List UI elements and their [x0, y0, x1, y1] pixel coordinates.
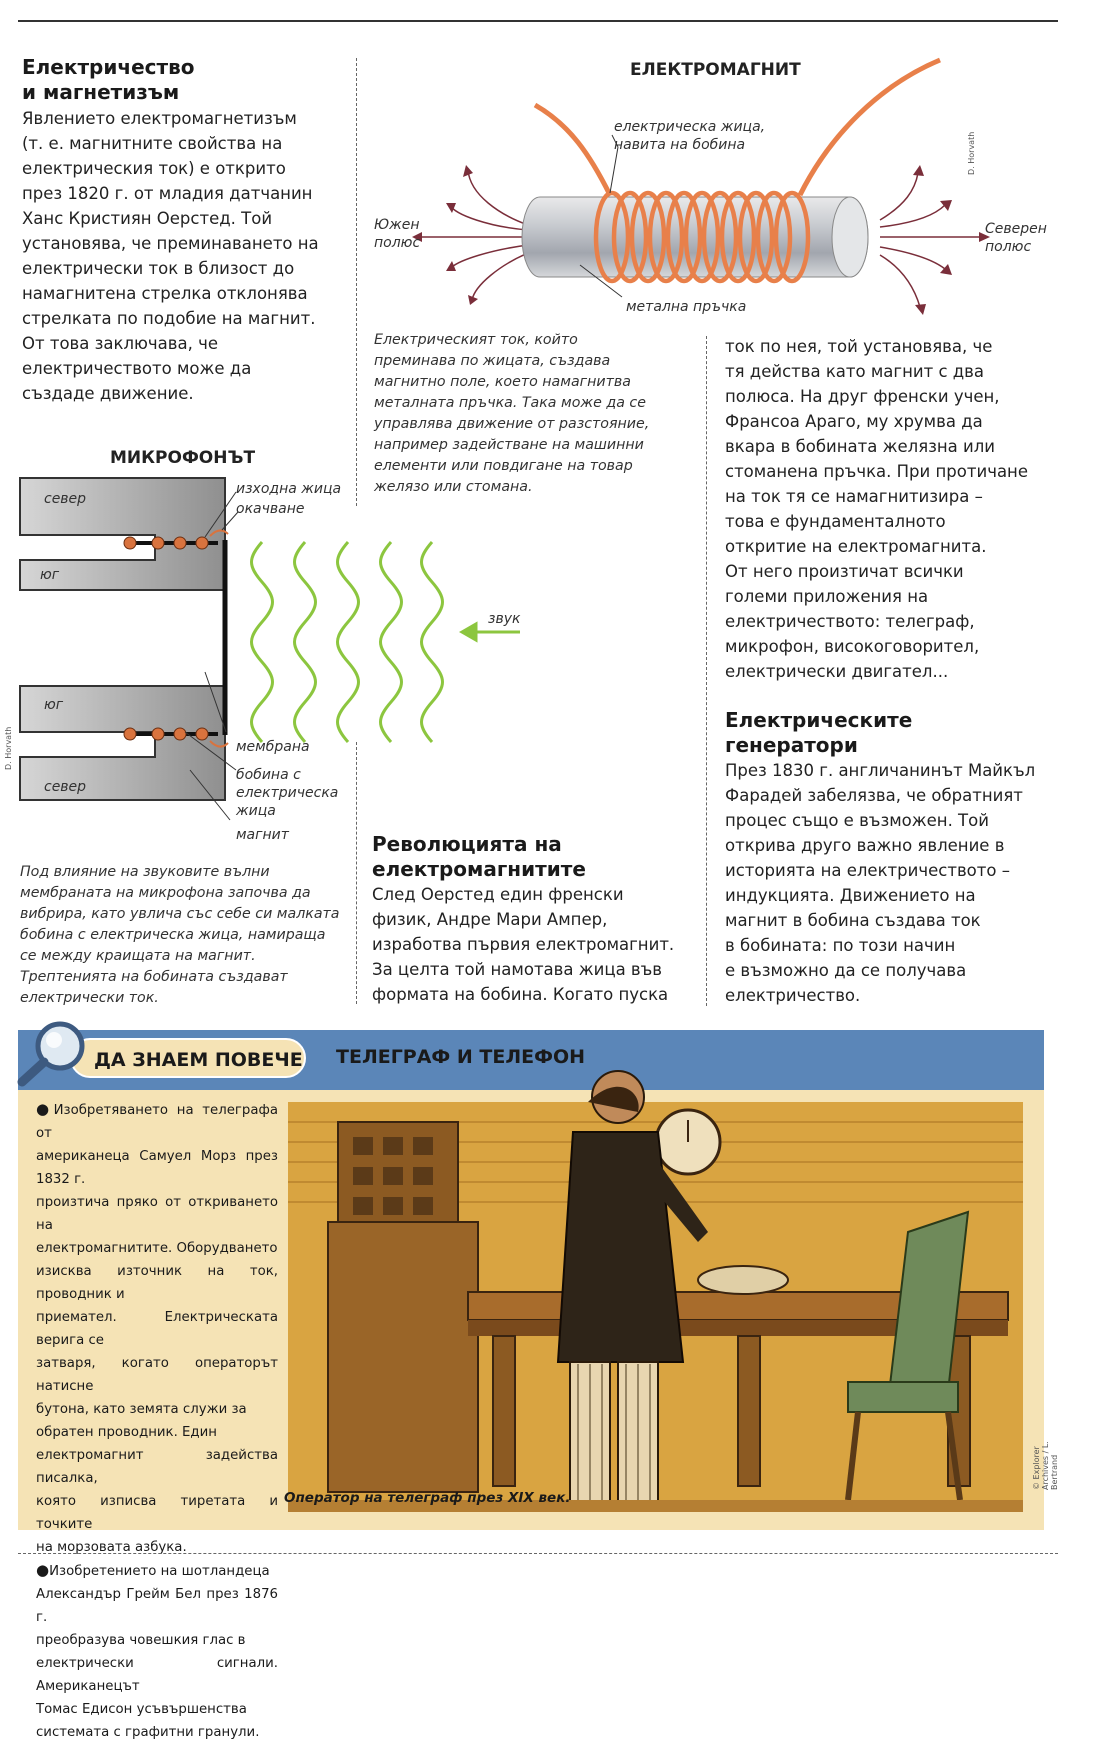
- arrowheads-north: [913, 165, 990, 315]
- section-revolution: [372, 832, 702, 1007]
- field-lines-south: [420, 170, 528, 300]
- magnifier-icon: [12, 1016, 92, 1090]
- paragraph-faraday: През 1830 г. англичанинът Майкъл Фарадей забелязва, че обратният процес също е възможен. Той открива друго важно явление в историята на електричеството – индукцията. Движението на магнит в бобина създава ток в бобината: по този начин е възможно да се получава електричество.: [725, 761, 1036, 1005]
- caption-electromagnet: Електрическият ток, който преминава по жицата, създава магнитно поле, което намагнитва металната пръчка. Така може да се управлява движение от разстояние, например задействане на машинни елементи или повдигане на товар желязо или стомана.: [374, 332, 650, 495]
- label-suspension: окачване: [236, 501, 305, 517]
- label-north-pole: Северен полюс: [985, 221, 1047, 255]
- label-north-bottom: север: [44, 779, 87, 795]
- label-north-top: север: [44, 491, 87, 507]
- column-divider: [356, 58, 357, 506]
- section-electricity-magnetism: [22, 55, 342, 406]
- paragraph-oersted: Явлението електромагнетизъм (т. е. магнитните свойства на електрическия ток) е открито през 1820 г. от младия датчанин Ханс Кристиян Оерстед. Той установява, че преминаването на електрически ток в близост до намагнитена стрелка отклонява стрелката по подобие на магнит. От това заключава, че електричеството може да създаде движение.: [22, 109, 319, 403]
- top-rule: [18, 20, 1058, 22]
- credit-microphone: D. Horvath: [4, 726, 13, 770]
- arrowheads-south: [412, 165, 478, 305]
- paragraph-ampere: След Оерстед един френски физик, Андре Мари Ампер, изработва първия електромагнит. За целта той намотава жица във формата на бобина. Когато пуска: [372, 885, 675, 1004]
- microphone-title: МИКРОФОНЪТ: [110, 448, 256, 468]
- box-paragraph-telegraph: ●Изобретяването на телеграфа от американеца Самуел Морз през 1832 г. произтича пряко от откриването на електромагнитите. Оборудването изисква източник на ток, проводник и приемател. Електрическата верига се затваря, когато операторът натисне бутона, като земята служи за обратен проводник. Един електромагнит задейства писалка, която изписва тиретата и точките на морзовата азбука.: [36, 1100, 278, 1555]
- credit-electromagnet: D. Horvath: [967, 131, 976, 175]
- telegraph-operator-illustration: [288, 1102, 1023, 1512]
- bottom-rule: [18, 1553, 1058, 1554]
- wire-lead-left: [535, 105, 610, 195]
- label-output-wire: изходна жица: [236, 481, 342, 497]
- electromagnet-title: ЕЛЕКТРОМАГНИТ: [630, 60, 801, 80]
- box-text: [36, 1098, 278, 1744]
- caption-microphone: Под влияние на звуковите вълни мембраната на микрофона започва да вибрира, като увлича със себе си малката бобина с електрическа жица, намираща се между краищата на магнит. Трептенията на бобината създават електрически ток.: [20, 864, 340, 1006]
- box-title: ТЕЛЕГРАФ И ТЕЛЕФОН: [336, 1046, 586, 1068]
- paragraph-arago: ток по нея, той установява, че тя действа като магнит с два полюса. На друг френски учен, Франсоа Араго, му хрумва да вкара в бобината желязна или стоманена пръчка. При протичане на ток тя се намагнитизира – това е фундаменталното откритие на електромагнита. От него произтичат всички големи приложения на електричеството: телеграф, микрофон, високоговорител, електрически двигател...: [725, 337, 1028, 681]
- electromagnet-diagram: [360, 55, 1060, 325]
- column-divider: [706, 336, 707, 1006]
- heading-generators: Електрическите генератори: [725, 708, 913, 757]
- label-membrane: мембрана: [236, 739, 310, 755]
- credit-illustration: © Explorer Archives / L. Bertrand: [1032, 1441, 1059, 1490]
- heading-revolution: Революцията на електромагнитите: [372, 832, 586, 881]
- label-magnet: магнит: [236, 827, 289, 843]
- heading-electricity-magnetism: Електричество и магнетизъм: [22, 55, 195, 104]
- label-south-pole: Южен полюс: [374, 217, 421, 251]
- label-wire: електрическа жица, навита на бобина: [614, 119, 766, 153]
- label-coil: бобина с електрическа жица: [236, 767, 339, 819]
- box-paragraph-telephone: ●Изобретението на шотландеца Александър Грейм Бел през 1876 г. преобразува човешкия глас в електрически сигнали. Американецът Томас Едисон усъвършенства системата с графитни гранули.: [36, 1561, 278, 1740]
- illustration-caption: Оператор на телеграф през XIX век.: [284, 1490, 571, 1506]
- field-lines-north: [880, 173, 980, 307]
- label-south-top: юг: [40, 567, 60, 583]
- section-generators: [725, 708, 1055, 1008]
- know-more-badge: ДА ЗНАЕМ ПОВЕЧЕ: [70, 1038, 306, 1078]
- label-south-bottom: юг: [44, 697, 64, 713]
- label-metal-rod: метална пръчка: [626, 299, 747, 315]
- sound-waves: [252, 542, 443, 742]
- label-sound: звук: [488, 611, 521, 627]
